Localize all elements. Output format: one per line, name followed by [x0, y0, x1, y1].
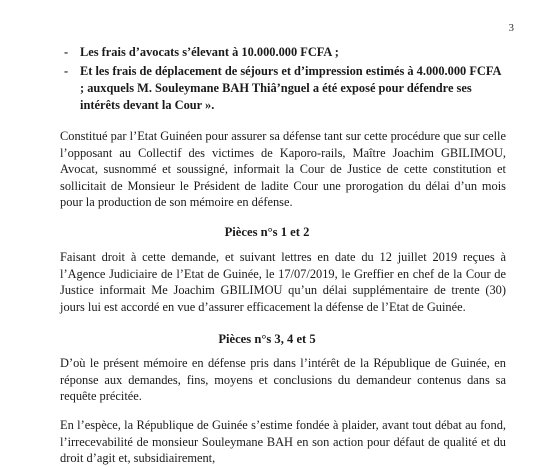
expense-list	[64, 44, 504, 116]
paragraph-memoire: D’où le présent mémoire en défense pris dans l’intérêt de la République de Guinée, en réponse aux demandes, fins, moyens et conclusions du demandeur contenus dans sa requête précitée.	[60, 356, 506, 403]
list-item	[64, 63, 504, 114]
bullet-text: Les frais d’avocats s’élevant à 10.000.000 FCFA ;	[80, 45, 339, 59]
paragraph-extension: Faisant droit à cette demande, et suivant lettres en date du 12 juillet 2019 reçues à l’Agence Judiciaire de l’Etat de Guinée, le 17/07/2019, le Greffier en chef de la Cour de Justice informait Me Joachim GBILIMOU qu’un délai supplémentaire de trente (30) jours lui est accordé en vue d’assurer efficacement la défense de l’Etat de Guinée.	[60, 250, 506, 314]
bullet-text: Et les frais de déplacement de séjours et d’impression estimés à 4.000.000 FCFA ; auxquels M. Souleymane BAH Thiâ’nguel a été exposé pour défendre ses intérêts devant la Cour ».	[80, 64, 501, 112]
bullet-dash: -	[64, 64, 69, 78]
page-number: 3	[508, 22, 514, 34]
section-heading: Pièces n°s 1 et 2	[224, 225, 310, 239]
paragraph-irrecevabilite: En l’espèce, la République de Guinée s’estime fondée à plaider, avant tout débat au fond, l’irrecevabilité de monsieur Souleymane BAH en son action pour défaut de qualité et du droit d’agit et, subsidiairement,	[60, 418, 506, 465]
list-item	[64, 44, 504, 61]
bullet-dash: -	[64, 45, 69, 59]
section-heading: Pièces n°s 3, 4 et 5	[218, 332, 316, 346]
paragraph-constitution: Constitué par l’Etat Guinéen pour assurer sa défense tant sur cette procédure que sur celle l’opposant au Collectif des victimes de Kaporo-rails, Maître Joachim GBILIMOU, Avocat, susnommé et soussigné, informait la Cour de Justice de cette constitution et sollicitait de Monsieur le Président de ladite Cour une prorogation du délai d’un mois pour la production de son mémoire en défense.	[60, 129, 506, 209]
